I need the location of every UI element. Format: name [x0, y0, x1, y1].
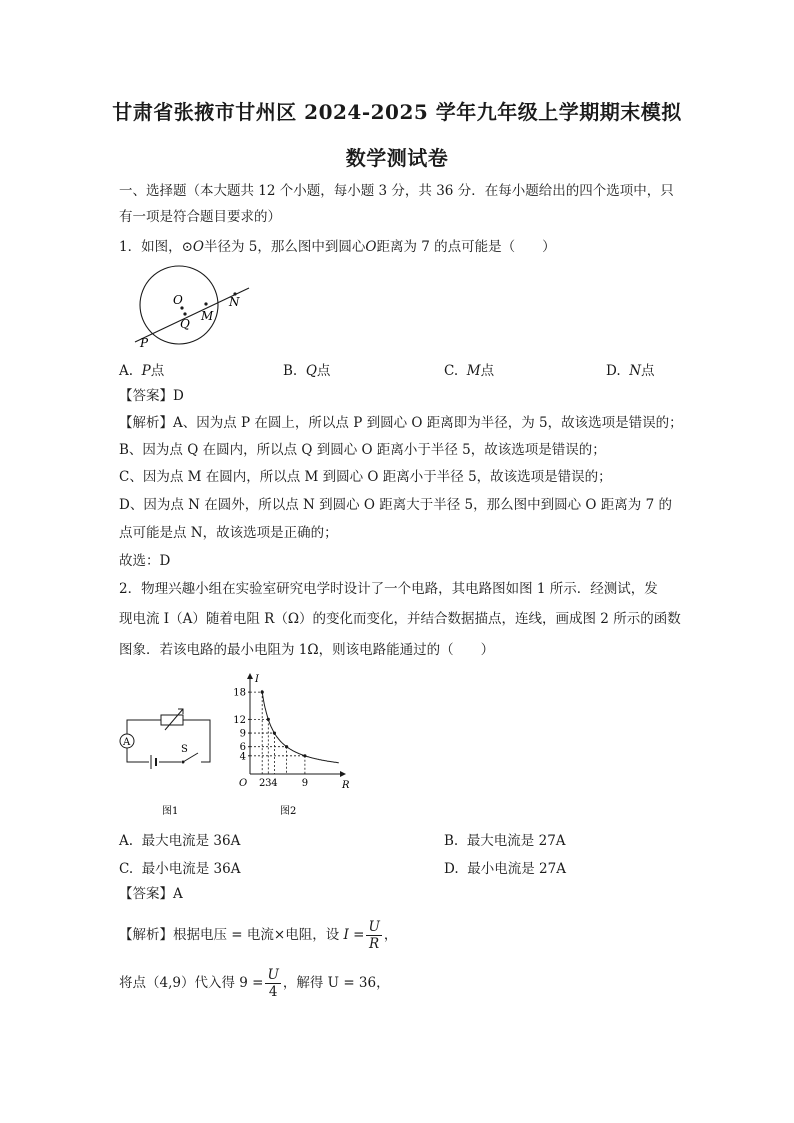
q2-stem-line2: 现电流 I（A）随着电阻 R（Ω）的变化而变化，并结合数据描点，连线，画成图 2 所示的函数 — [119, 611, 681, 627]
q2-option-b[interactable]: B. 最大电流是 27A — [444, 833, 566, 849]
y-axis-label: I — [255, 674, 259, 685]
x-tick-label: 9 — [301, 778, 309, 789]
data-point — [285, 745, 288, 748]
x-tick-label: 4 — [271, 778, 278, 789]
q1-analysis-line5: 点可能是点 N，故该选项是正确的； — [119, 525, 338, 541]
label-o: O — [173, 293, 183, 307]
q1-option-b[interactable]: B. Q点 — [283, 363, 331, 379]
q1-analysis-line6: 故选：D — [119, 553, 171, 569]
fraction-u-over-4: $\frac{U}{4}$ — [267, 967, 279, 1000]
ammeter-label: A — [123, 737, 131, 748]
q1-analysis-line1: 【解析】A、因为点 P 在圆上，所以点 P 到圆心 O 距离即为半径，为 5，故该选项是错误的； — [119, 415, 683, 431]
y-tick-label: 6 — [239, 742, 246, 754]
q1-answer: 【答案】D — [119, 388, 184, 404]
section1-instructions-line1: 一、选择题（本大题共 12 个小题，每小题 3 分，共 36 分．在每小题给出的四个选项中，只 — [119, 183, 674, 199]
y-axis-arrow — [247, 673, 253, 679]
x-axis-arrow — [340, 771, 346, 777]
fig1-caption: 图1 — [162, 806, 179, 817]
y-tick-label: 9 — [239, 728, 246, 740]
q2-stem-line1: 2．物理兴趣小组在实验室研究电学时设计了一个电路，其电路图如图 1 所示．经测试，发 — [119, 581, 658, 597]
q2-graph-figure — [222, 670, 352, 820]
exam-title-line2: 数学测试卷 — [345, 146, 449, 170]
data-point — [261, 691, 264, 694]
rheostat — [161, 715, 183, 725]
q1-stem: 1．如图，⊙O半径为 5，那么图中到圆心O距离为 7 的点可能是（ ） — [119, 239, 556, 255]
q1-analysis-line3: C、因为点 M 在圆内，所以点 M 到圆心 O 距离小于半径 5，故该选项是错误的； — [119, 469, 612, 485]
q1-option-c[interactable]: C. M点 — [444, 363, 495, 379]
label-p: P — [140, 336, 149, 350]
section1-instructions-line2: 有一项是符合题目要求的） — [119, 209, 281, 225]
circle-symbol: ⊙O — [181, 239, 204, 255]
q1-option-d[interactable]: D. N点 — [606, 363, 655, 379]
fig2-caption: 图2 — [280, 806, 297, 817]
q2-stem-line3: 图象．若该电路的最小电阻为 1Ω，则该电路能通过的（ ） — [119, 642, 495, 658]
q1-analysis-line2: B、因为点 Q 在圆内，所以点 Q 到圆心 O 距离小于半径 5，故该选项是错误的； — [119, 442, 606, 458]
data-point — [267, 718, 270, 721]
q2-analysis-line1: 【解析】根据电压 = 电流×电阻，设 I = $\frac{U}{R}$ ， — [119, 919, 398, 952]
label-n: N — [229, 295, 240, 309]
q2-option-c[interactable]: C. 最小电流是 36A — [119, 861, 241, 877]
data-point — [303, 754, 306, 757]
y-tick-label: 18 — [233, 687, 246, 699]
q1-analysis-line4: D、因为点 N 在圆外，所以点 N 到圆心 O 距离大于半径 5，那么图中到圆心 O 距离为 7 的 — [119, 497, 672, 513]
y-tick-label: 12 — [233, 714, 246, 726]
x-tick-label: 2 — [259, 778, 266, 789]
x-axis-label: R — [342, 780, 350, 791]
y-tick-label: 4 — [239, 751, 246, 763]
q1-option-a[interactable]: A. P点 — [119, 363, 165, 379]
label-m: M — [201, 309, 214, 323]
origin-label: O — [239, 778, 248, 789]
q2-analysis-line2: 将点（4,9）代入得 9 = $\frac{U}{4}$ ，解得 U = 36， — [119, 967, 390, 1000]
point-q — [183, 312, 186, 315]
label-q: Q — [180, 317, 190, 331]
q2-circuit-figure — [115, 700, 215, 820]
point-m — [204, 302, 207, 305]
q2-answer: 【答案】A — [119, 886, 183, 902]
x-tick-label: 3 — [265, 778, 272, 789]
fraction-u-over-r: $\frac{U}{R}$ — [368, 919, 380, 952]
q2-option-d[interactable]: D. 最小电流是 27A — [444, 861, 566, 877]
curve-i-equals-u-over-r — [262, 690, 339, 763]
q1-circle-figure — [115, 262, 260, 350]
switch-label: S — [181, 744, 188, 755]
q2-option-a[interactable]: A. 最大电流是 36A — [119, 833, 241, 849]
data-point — [273, 731, 276, 734]
exam-title-line1: 甘肃省张掖市甘州区 2024-2025 学年九年级上学期期末模拟 — [112, 100, 682, 124]
